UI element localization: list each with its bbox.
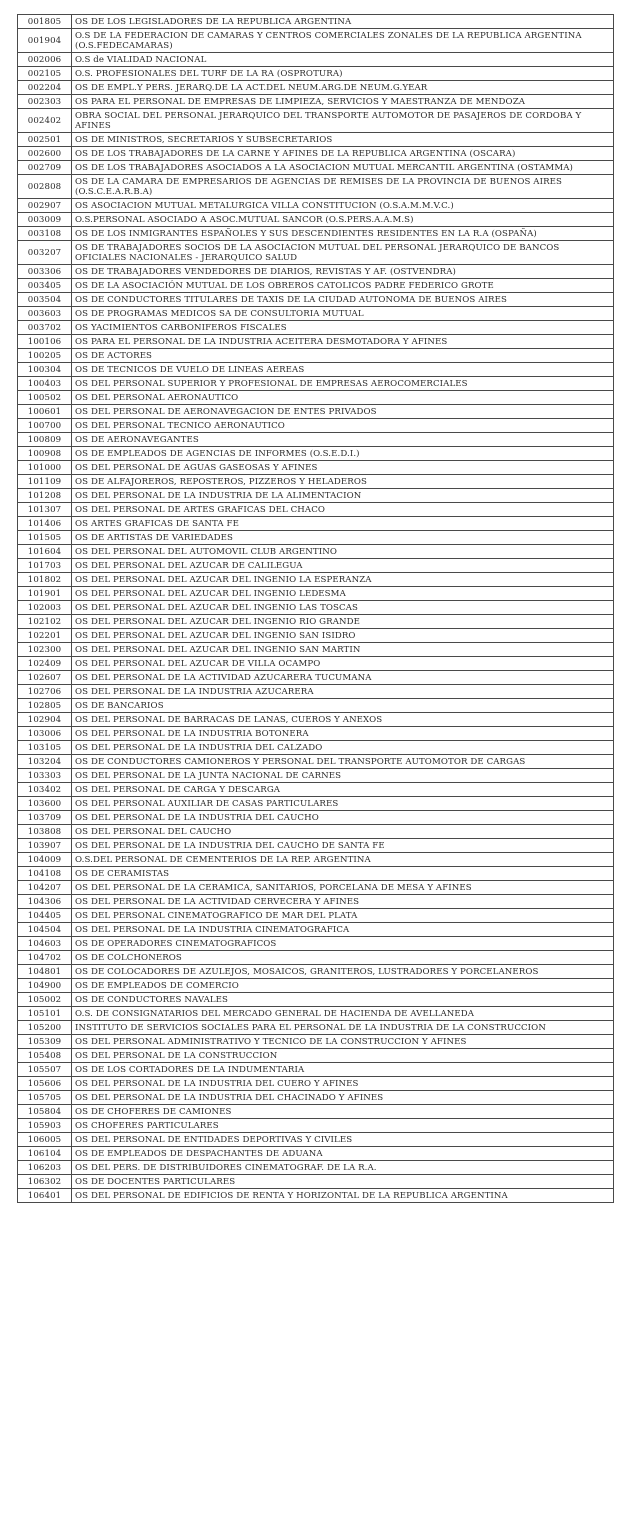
code-cell: 104504 xyxy=(18,923,72,937)
table-row xyxy=(18,461,614,475)
table-row xyxy=(18,161,614,175)
name-cell: OS DEL PERSONAL DE LA INDUSTRIA DEL CUERO Y AFINES xyxy=(72,1077,614,1091)
table-row xyxy=(18,993,614,1007)
table-row xyxy=(18,685,614,699)
name-cell: OS DEL PERSONAL DEL AZUCAR DEL INGENIO SAN MARTIN xyxy=(72,643,614,657)
code-cell: 100403 xyxy=(18,377,72,391)
table-row xyxy=(18,503,614,517)
code-cell: 106302 xyxy=(18,1175,72,1189)
table-row xyxy=(18,1063,614,1077)
name-cell: OS PARA EL PERSONAL DE LA INDUSTRIA ACEITERA DESMOTADORA Y AFINES xyxy=(72,335,614,349)
table-row xyxy=(18,1147,614,1161)
table-row xyxy=(18,15,614,29)
name-cell: OS DEL PERSONAL AERONAUTICO xyxy=(72,391,614,405)
table-row xyxy=(18,643,614,657)
name-cell: OS DEL PERSONAL DEL AUTOMOVIL CLUB ARGENTINO xyxy=(72,545,614,559)
table-row xyxy=(18,657,614,671)
code-cell: 002907 xyxy=(18,199,72,213)
code-cell: 103303 xyxy=(18,769,72,783)
table-row xyxy=(18,937,614,951)
code-cell: 106401 xyxy=(18,1189,72,1203)
table-row xyxy=(18,951,614,965)
code-cell: 100502 xyxy=(18,391,72,405)
code-cell: 101406 xyxy=(18,517,72,531)
name-cell: O.S DE LA FEDERACION DE CAMARAS Y CENTROS COMERCIALES ZONALES DE LA REPUBLICA ARGENTINA (O.S.FEDECAMARAS) xyxy=(72,29,614,53)
table-row xyxy=(18,559,614,573)
code-cell: 102003 xyxy=(18,601,72,615)
name-cell: OS DE TRABAJADORES SOCIOS DE LA ASOCIACION MUTUAL DEL PERSONAL JERARQUICO DE BANCOS OFICIALES NACIONALES - JERARQUICO SALUD xyxy=(72,241,614,265)
name-cell: OS DE ALFAJOREROS, REPOSTEROS, PIZZEROS Y HELADEROS xyxy=(72,475,614,489)
code-cell: 103204 xyxy=(18,755,72,769)
code-cell: 104306 xyxy=(18,895,72,909)
code-cell: 101109 xyxy=(18,475,72,489)
code-cell: 100304 xyxy=(18,363,72,377)
table-row xyxy=(18,1035,614,1049)
code-cell: 002303 xyxy=(18,95,72,109)
name-cell: OS DE TECNICOS DE VUELO DE LINEAS AEREAS xyxy=(72,363,614,377)
name-cell: OS DE LOS CORTADORES DE LA INDUMENTARIA xyxy=(72,1063,614,1077)
code-cell: 106203 xyxy=(18,1161,72,1175)
name-cell: OS DEL PERSONAL DEL AZUCAR DEL INGENIO LA ESPERANZA xyxy=(72,573,614,587)
code-cell: 105309 xyxy=(18,1035,72,1049)
name-cell: O.S. DE CONSIGNATARIOS DEL MERCADO GENERAL DE HACIENDA DE AVELLANEDA xyxy=(72,1007,614,1021)
name-cell: OS DEL PERSONAL AUXILIAR DE CASAS PARTICULARES xyxy=(72,797,614,811)
name-cell: OS DEL PERSONAL DE BARRACAS DE LANAS, CUEROS Y ANEXOS xyxy=(72,713,614,727)
code-cell: 101802 xyxy=(18,573,72,587)
table-row xyxy=(18,797,614,811)
table-row xyxy=(18,67,614,81)
name-cell: OS DEL PERSONAL DE LA INDUSTRIA AZUCARERA xyxy=(72,685,614,699)
table-row xyxy=(18,1077,614,1091)
name-cell: OS DEL PERSONAL DE LA INDUSTRIA DE LA ALIMENTACION xyxy=(72,489,614,503)
table-row xyxy=(18,1049,614,1063)
table-row xyxy=(18,979,614,993)
name-cell: OS DE CONDUCTORES CAMIONEROS Y PERSONAL DEL TRANSPORTE AUTOMOTOR DE CARGAS xyxy=(72,755,614,769)
name-cell: OS DEL PERSONAL DE EDIFICIOS DE RENTA Y HORIZONTAL DE LA REPUBLICA ARGENTINA xyxy=(72,1189,614,1203)
document-page xyxy=(17,14,614,1203)
name-cell: OBRA SOCIAL DEL PERSONAL JERARQUICO DEL TRANSPORTE AUTOMOTOR DE PASAJEROS DE CORDOBA Y AFINES xyxy=(72,109,614,133)
code-cell: 002501 xyxy=(18,133,72,147)
name-cell: OS DEL PERSONAL DE LA INDUSTRIA BOTONERA xyxy=(72,727,614,741)
code-cell: 003108 xyxy=(18,227,72,241)
code-cell: 104009 xyxy=(18,853,72,867)
table-row xyxy=(18,601,614,615)
table-row xyxy=(18,1175,614,1189)
name-cell: OS DE EMPL.Y PERS. JERARQ.DE LA ACT.DEL NEUM.ARG.DE NEUM.G.YEAR xyxy=(72,81,614,95)
name-cell: OS DE LOS INMIGRANTES ESPAÑOLES Y SUS DESCENDIENTES RESIDENTES EN LA R.A (OSPAÑA) xyxy=(72,227,614,241)
name-cell: OS DEL PERSONAL DEL AZUCAR DEL INGENIO RIO GRANDE xyxy=(72,615,614,629)
table-row xyxy=(18,1105,614,1119)
table-row xyxy=(18,307,614,321)
table-row xyxy=(18,53,614,67)
code-cell: 002204 xyxy=(18,81,72,95)
name-cell: OS DE LOS LEGISLADORES DE LA REPUBLICA ARGENTINA xyxy=(72,15,614,29)
table-row xyxy=(18,727,614,741)
name-cell: OS DEL PERSONAL CINEMATOGRAFICO DE MAR DEL PLATA xyxy=(72,909,614,923)
code-cell: 106104 xyxy=(18,1147,72,1161)
table-row xyxy=(18,475,614,489)
code-cell: 103006 xyxy=(18,727,72,741)
code-cell: 103105 xyxy=(18,741,72,755)
name-cell: OS DEL PERSONAL DEL AZUCAR DE VILLA OCAMPO xyxy=(72,657,614,671)
code-cell: 102300 xyxy=(18,643,72,657)
table-row xyxy=(18,1021,614,1035)
table-row xyxy=(18,175,614,199)
table-row xyxy=(18,109,614,133)
code-cell: 102805 xyxy=(18,699,72,713)
code-cell: 104603 xyxy=(18,937,72,951)
table-row xyxy=(18,825,614,839)
code-cell: 102201 xyxy=(18,629,72,643)
code-cell: 003009 xyxy=(18,213,72,227)
table-row xyxy=(18,965,614,979)
name-cell: OS DE CONDUCTORES TITULARES DE TAXIS DE LA CIUDAD AUTONOMA DE BUENOS AIRES xyxy=(72,293,614,307)
table-row xyxy=(18,881,614,895)
table-row xyxy=(18,81,614,95)
table-row xyxy=(18,433,614,447)
code-cell: 103402 xyxy=(18,783,72,797)
table-row xyxy=(18,671,614,685)
table-row xyxy=(18,895,614,909)
table-row xyxy=(18,133,614,147)
code-cell: 100700 xyxy=(18,419,72,433)
code-cell: 104108 xyxy=(18,867,72,881)
table-row xyxy=(18,839,614,853)
name-cell: OS DEL PERSONAL DE LA INDUSTRIA DEL CHACINADO Y AFINES xyxy=(72,1091,614,1105)
name-cell: OS DE MINISTROS, SECRETARIOS Y SUBSECRETARIOS xyxy=(72,133,614,147)
code-cell: 101208 xyxy=(18,489,72,503)
code-cell: 102409 xyxy=(18,657,72,671)
code-cell: 003405 xyxy=(18,279,72,293)
table-row xyxy=(18,629,614,643)
name-cell: O.S.DEL PERSONAL DE CEMENTERIOS DE LA REP. ARGENTINA xyxy=(72,853,614,867)
name-cell: OS DEL PERSONAL DE LA CERAMICA, SANITARIOS, PORCELANA DE MESA Y AFINES xyxy=(72,881,614,895)
name-cell: OS DE ARTISTAS DE VARIEDADES xyxy=(72,531,614,545)
table-row xyxy=(18,391,614,405)
code-cell: 001805 xyxy=(18,15,72,29)
name-cell: O.S. PROFESIONALES DEL TURF DE LA RA (OSPROTURA) xyxy=(72,67,614,81)
name-cell: OS ASOCIACION MUTUAL METALURGICA VILLA CONSTITUCION (O.S.A.M.M.V.C.) xyxy=(72,199,614,213)
code-cell: 102904 xyxy=(18,713,72,727)
code-cell: 100908 xyxy=(18,447,72,461)
name-cell: OS DE LOS TRABAJADORES DE LA CARNE Y AFINES DE LA REPUBLICA ARGENTINA (OSCARA) xyxy=(72,147,614,161)
table-row xyxy=(18,517,614,531)
name-cell: OS DEL PERSONAL DE LA INDUSTRIA DEL CAUCHO DE SANTA FE xyxy=(72,839,614,853)
name-cell: OS DE LA CAMARA DE EMPRESARIOS DE AGENCIAS DE REMISES DE LA PROVINCIA DE BUENOS AIRES (O.S.C.E.A.R.B.A) xyxy=(72,175,614,199)
name-cell: OS DEL PERSONAL DE LA JUNTA NACIONAL DE CARNES xyxy=(72,769,614,783)
code-cell: 105507 xyxy=(18,1063,72,1077)
table-row xyxy=(18,489,614,503)
name-cell: OS DEL PERSONAL DE AGUAS GASEOSAS Y AFINES xyxy=(72,461,614,475)
code-cell: 101703 xyxy=(18,559,72,573)
name-cell: OS DEL PERSONAL SUPERIOR Y PROFESIONAL DE EMPRESAS AEROCOMERCIALES xyxy=(72,377,614,391)
name-cell: OS DEL PERSONAL TECNICO AERONAUTICO xyxy=(72,419,614,433)
table-row xyxy=(18,573,614,587)
code-cell: 103709 xyxy=(18,811,72,825)
code-cell: 100809 xyxy=(18,433,72,447)
table-row xyxy=(18,545,614,559)
code-cell: 103907 xyxy=(18,839,72,853)
code-cell: 106005 xyxy=(18,1133,72,1147)
name-cell: OS DEL PERSONAL DE LA CONSTRUCCION xyxy=(72,1049,614,1063)
code-cell: 102607 xyxy=(18,671,72,685)
code-cell: 003702 xyxy=(18,321,72,335)
table-row xyxy=(18,853,614,867)
code-cell: 002808 xyxy=(18,175,72,199)
code-cell: 105101 xyxy=(18,1007,72,1021)
code-cell: 101901 xyxy=(18,587,72,601)
table-row xyxy=(18,769,614,783)
code-cell: 003504 xyxy=(18,293,72,307)
name-cell: OS DEL PERSONAL DEL CAUCHO xyxy=(72,825,614,839)
table-row xyxy=(18,363,614,377)
table-row xyxy=(18,279,614,293)
code-cell: 104405 xyxy=(18,909,72,923)
code-cell: 003603 xyxy=(18,307,72,321)
code-cell: 103808 xyxy=(18,825,72,839)
name-cell: OS DE DOCENTES PARTICULARES xyxy=(72,1175,614,1189)
code-cell: 002105 xyxy=(18,67,72,81)
name-cell: OS DEL PERSONAL DE ENTIDADES DEPORTIVAS Y CIVILES xyxy=(72,1133,614,1147)
table-row xyxy=(18,1189,614,1203)
name-cell: INSTITUTO DE SERVICIOS SOCIALES PARA EL PERSONAL DE LA INDUSTRIA DE LA CONSTRUCCION xyxy=(72,1021,614,1035)
name-cell: OS DEL PERS. DE DISTRIBUIDORES CINEMATOGRAF. DE LA R.A. xyxy=(72,1161,614,1175)
name-cell: OS DEL PERSONAL DEL AZUCAR DE CALILEGUA xyxy=(72,559,614,573)
table-row xyxy=(18,741,614,755)
table-row xyxy=(18,227,614,241)
code-cell: 002600 xyxy=(18,147,72,161)
table-row xyxy=(18,265,614,279)
name-cell: OS DE COLOCADORES DE AZULEJOS, MOSAICOS, GRANITEROS, LUSTRADORES Y PORCELANEROS xyxy=(72,965,614,979)
table-row xyxy=(18,923,614,937)
code-cell: 100106 xyxy=(18,335,72,349)
name-cell: OS DEL PERSONAL DE LA INDUSTRIA DEL CALZADO xyxy=(72,741,614,755)
table-row xyxy=(18,909,614,923)
name-cell: OS DE TRABAJADORES VENDEDORES DE DIARIOS, REVISTAS Y AF. (OSTVENDRA) xyxy=(72,265,614,279)
code-cell: 002709 xyxy=(18,161,72,175)
table-row xyxy=(18,335,614,349)
table-row xyxy=(18,1161,614,1175)
table-row xyxy=(18,699,614,713)
table-row xyxy=(18,1133,614,1147)
code-cell: 002006 xyxy=(18,53,72,67)
code-cell: 101604 xyxy=(18,545,72,559)
table-row xyxy=(18,587,614,601)
name-cell: OS DEL PERSONAL DE LA ACTIVIDAD CERVECERA Y AFINES xyxy=(72,895,614,909)
name-cell: OS PARA EL PERSONAL DE EMPRESAS DE LIMPIEZA, SERVICIOS Y MAESTRANZA DE MENDOZA xyxy=(72,95,614,109)
code-cell: 104207 xyxy=(18,881,72,895)
name-cell: OS DE EMPLEADOS DE DESPACHANTES DE ADUANA xyxy=(72,1147,614,1161)
name-cell: OS DE OPERADORES CINEMATOGRAFICOS xyxy=(72,937,614,951)
name-cell: OS DE EMPLEADOS DE COMERCIO xyxy=(72,979,614,993)
table-row xyxy=(18,531,614,545)
code-cell: 104702 xyxy=(18,951,72,965)
code-cell: 105804 xyxy=(18,1105,72,1119)
name-cell: OS DE AERONAVEGANTES xyxy=(72,433,614,447)
table-body xyxy=(18,15,614,1203)
table-row xyxy=(18,811,614,825)
name-cell: O.S de VIALIDAD NACIONAL xyxy=(72,53,614,67)
code-cell: 105606 xyxy=(18,1077,72,1091)
name-cell: OS DE ACTORES xyxy=(72,349,614,363)
table-row xyxy=(18,1119,614,1133)
name-cell: OS CHOFERES PARTICULARES xyxy=(72,1119,614,1133)
code-cell: 105408 xyxy=(18,1049,72,1063)
name-cell: OS DE PROGRAMAS MEDICOS SA DE CONSULTORIA MUTUAL xyxy=(72,307,614,321)
name-cell: OS DEL PERSONAL DEL AZUCAR DEL INGENIO SAN ISIDRO xyxy=(72,629,614,643)
name-cell: OS DEL PERSONAL DEL AZUCAR DEL INGENIO LEDESMA xyxy=(72,587,614,601)
name-cell: OS DE LOS TRABAJADORES ASOCIADOS A LA ASOCIACION MUTUAL MERCANTIL ARGENTINA (OSTAMMA) xyxy=(72,161,614,175)
name-cell: OS DEL PERSONAL DE LA ACTIVIDAD AZUCARERA TUCUMANA xyxy=(72,671,614,685)
table-row xyxy=(18,783,614,797)
code-cell: 105200 xyxy=(18,1021,72,1035)
table-row xyxy=(18,293,614,307)
name-cell: OS DEL PERSONAL DE LA INDUSTRIA DEL CAUCHO xyxy=(72,811,614,825)
table-row xyxy=(18,147,614,161)
name-cell: OS DEL PERSONAL DE ARTES GRAFICAS DEL CHACO xyxy=(72,503,614,517)
name-cell: OS DE CONDUCTORES NAVALES xyxy=(72,993,614,1007)
obras-sociales-table xyxy=(17,14,614,1203)
code-cell: 003306 xyxy=(18,265,72,279)
name-cell: OS DEL PERSONAL DE AERONAVEGACION DE ENTES PRIVADOS xyxy=(72,405,614,419)
table-row xyxy=(18,713,614,727)
code-cell: 003207 xyxy=(18,241,72,265)
name-cell: OS DEL PERSONAL DE CARGA Y DESCARGA xyxy=(72,783,614,797)
code-cell: 002402 xyxy=(18,109,72,133)
table-row xyxy=(18,29,614,53)
code-cell: 001904 xyxy=(18,29,72,53)
name-cell: OS DE COLCHONEROS xyxy=(72,951,614,965)
code-cell: 103600 xyxy=(18,797,72,811)
name-cell: OS DEL PERSONAL ADMINISTRATIVO Y TECNICO DE LA CONSTRUCCION Y AFINES xyxy=(72,1035,614,1049)
code-cell: 102706 xyxy=(18,685,72,699)
table-row xyxy=(18,419,614,433)
code-cell: 100601 xyxy=(18,405,72,419)
name-cell: O.S.PERSONAL ASOCIADO A ASOC.MUTUAL SANCOR (O.S.PERS.A.A.M.S) xyxy=(72,213,614,227)
name-cell: OS DE CERAMISTAS xyxy=(72,867,614,881)
table-row xyxy=(18,213,614,227)
name-cell: OS DEL PERSONAL DE LA INDUSTRIA CINEMATOGRAFICA xyxy=(72,923,614,937)
code-cell: 101000 xyxy=(18,461,72,475)
code-cell: 104801 xyxy=(18,965,72,979)
name-cell: OS DE CHOFERES DE CAMIONES xyxy=(72,1105,614,1119)
table-row xyxy=(18,405,614,419)
name-cell: OS DE LA ASOCIACIÓN MUTUAL DE LOS OBREROS CATOLICOS PADRE FEDERICO GROTE xyxy=(72,279,614,293)
code-cell: 102102 xyxy=(18,615,72,629)
name-cell: OS ARTES GRAFICAS DE SANTA FE xyxy=(72,517,614,531)
code-cell: 101505 xyxy=(18,531,72,545)
code-cell: 104900 xyxy=(18,979,72,993)
name-cell: OS DE BANCARIOS xyxy=(72,699,614,713)
code-cell: 100205 xyxy=(18,349,72,363)
code-cell: 105705 xyxy=(18,1091,72,1105)
table-row xyxy=(18,321,614,335)
table-row xyxy=(18,1007,614,1021)
name-cell: OS DEL PERSONAL DEL AZUCAR DEL INGENIO LAS TOSCAS xyxy=(72,601,614,615)
table-row xyxy=(18,1091,614,1105)
table-row xyxy=(18,615,614,629)
name-cell: OS YACIMIENTOS CARBONIFEROS FISCALES xyxy=(72,321,614,335)
table-row xyxy=(18,241,614,265)
table-row xyxy=(18,95,614,109)
name-cell: OS DE EMPLEADOS DE AGENCIAS DE INFORMES (O.S.E.D.I.) xyxy=(72,447,614,461)
table-row xyxy=(18,349,614,363)
code-cell: 105002 xyxy=(18,993,72,1007)
table-row xyxy=(18,755,614,769)
table-row xyxy=(18,447,614,461)
code-cell: 101307 xyxy=(18,503,72,517)
table-row xyxy=(18,377,614,391)
table-row xyxy=(18,199,614,213)
code-cell: 105903 xyxy=(18,1119,72,1133)
table-row xyxy=(18,867,614,881)
